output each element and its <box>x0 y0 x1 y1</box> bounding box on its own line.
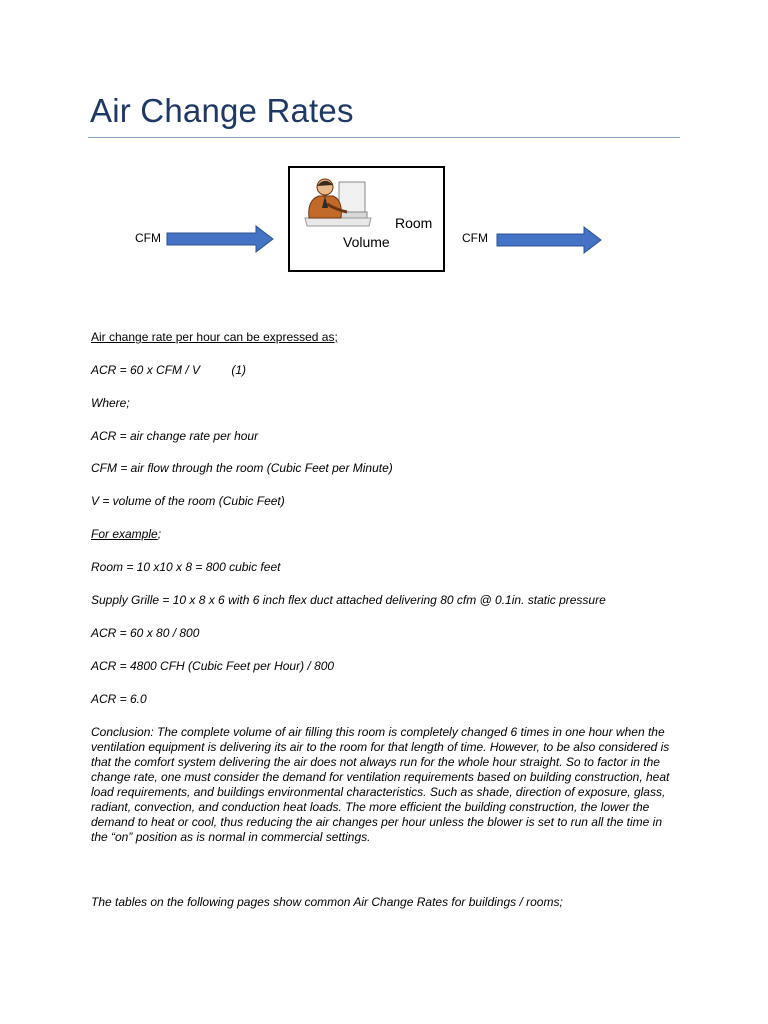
example-heading <box>91 527 161 541</box>
example-acr-1: ACR = 60 x 80 / 800 <box>91 626 200 640</box>
outflow-arrow-icon <box>496 226 604 254</box>
definition-acr: ACR = air change rate per hour <box>91 429 259 443</box>
example-suffix: ; <box>157 527 162 541</box>
title-rule <box>88 137 680 138</box>
tables-note: The tables on the following pages show common Air Change Rates for buildings / rooms; <box>91 895 563 909</box>
example-supply: Supply Grille = 10 x 8 x 6 with 6 inch flex duct attached delivering 80 cfm @ 0.1in. static pressure <box>91 593 606 607</box>
formula-number: (1) <box>231 363 247 377</box>
example-acr-3: ACR = 6.0 <box>91 692 147 706</box>
definition-cfm: CFM = air flow through the room (Cubic Feet per Minute) <box>91 461 393 475</box>
example-acr-2: ACR = 4800 CFH (Cubic Feet per Hour) / 800 <box>91 659 335 673</box>
intro-line: Air change rate per hour can be expressed as; <box>91 330 338 344</box>
definition-volume: V = volume of the room (Cubic Feet) <box>91 494 285 508</box>
volume-label: Volume <box>343 234 390 250</box>
inflow-label: CFM <box>135 231 161 245</box>
example-label: For example <box>91 527 158 541</box>
example-room: Room = 10 x10 x 8 = 800 cubic feet <box>91 560 281 574</box>
air-flow-diagram <box>0 0 768 300</box>
room-label: Room <box>395 215 433 231</box>
conclusion-paragraph: Conclusion: The complete volume of air filling this room is completely changed 6 times in one hour when the ventilation equipment is delivering its air to the room for that length of time. However, to be also considered is that the comfort system delivering the air does not always run for the whole hour straight. So to factor in the change rate, one must consider the demand for ventilation requirements based on building construction, heat load requirements, and buildings environmental characteristics. Such as shade, direction of exposure, glass, radiant, convection, and conduction heat loads. The more efficient the building construction, the lower the demand to heat or cool, thus reducing the air changes per hour unless the blower is set to run all the time in the “on” position as is normal in commercial settings. <box>91 725 670 844</box>
room-box <box>288 166 445 272</box>
formula-line <box>91 363 246 377</box>
where-line: Where; <box>91 396 130 410</box>
formula-text: ACR = 60 x CFM / V <box>91 363 201 377</box>
page-title: Air Change Rates <box>90 92 354 129</box>
office-worker-icon <box>303 174 373 230</box>
outflow-label: CFM <box>462 231 488 245</box>
inflow-arrow-icon <box>166 225 276 253</box>
